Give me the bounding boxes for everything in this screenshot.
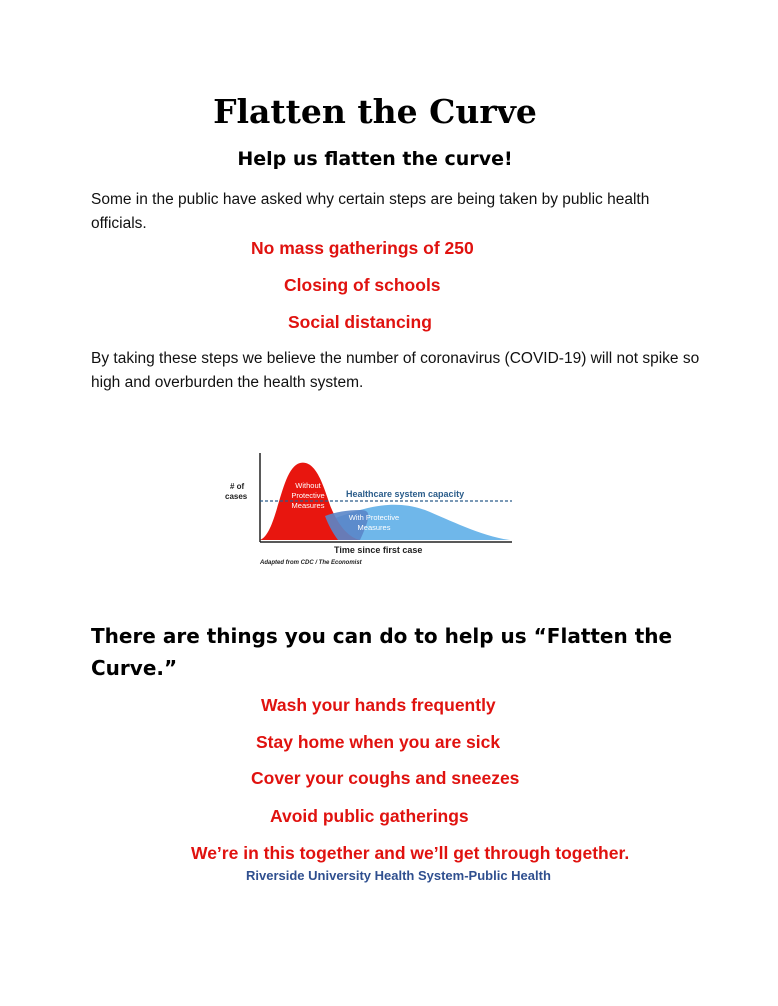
x-axis-label: Time since first case — [334, 545, 423, 555]
page-title: Flatten the Curve — [213, 92, 537, 131]
step-item: Social distancing — [288, 312, 432, 332]
without-label-line2: Protective — [291, 491, 325, 500]
action-item: Wash your hands frequently — [261, 695, 496, 715]
capacity-label: Healthcare system capacity — [346, 489, 465, 499]
flatten-curve-figure — [220, 448, 520, 573]
action-item: Stay home when you are sick — [256, 732, 501, 752]
without-label-line3: Measures — [291, 501, 325, 510]
step-item: Closing of schools — [284, 275, 441, 295]
closing-message: We’re in this together and we’ll get through together. — [191, 843, 630, 863]
with-label-line2: Measures — [357, 523, 391, 532]
y-axis-label-line2: cases — [225, 492, 248, 501]
action-item: Cover your coughs and sneezes — [251, 768, 520, 788]
page-subtitle: Help us flatten the curve! — [237, 148, 513, 170]
y-axis-label-line1: # of — [230, 482, 245, 491]
intro-paragraph: Some in the public have asked why certain steps are being taken by public health officials. — [91, 191, 650, 232]
action-item: Avoid public gatherings — [270, 806, 469, 826]
step-item: No mass gatherings of 250 — [251, 238, 474, 258]
without-label-line1: Without — [295, 481, 321, 490]
footer-organization: Riverside University Health System-Public Health — [246, 868, 551, 883]
with-label-line1: With Protective — [348, 513, 400, 522]
actions-heading: There are things you can do to help us “Flatten the Curve.” — [91, 624, 673, 680]
figure-source: Adapted from CDC / The Economist — [260, 560, 362, 566]
explanation-paragraph: By taking these steps we believe the number of coronavirus (COVID-19) will not spike so high and overburden the health system. — [91, 350, 700, 391]
